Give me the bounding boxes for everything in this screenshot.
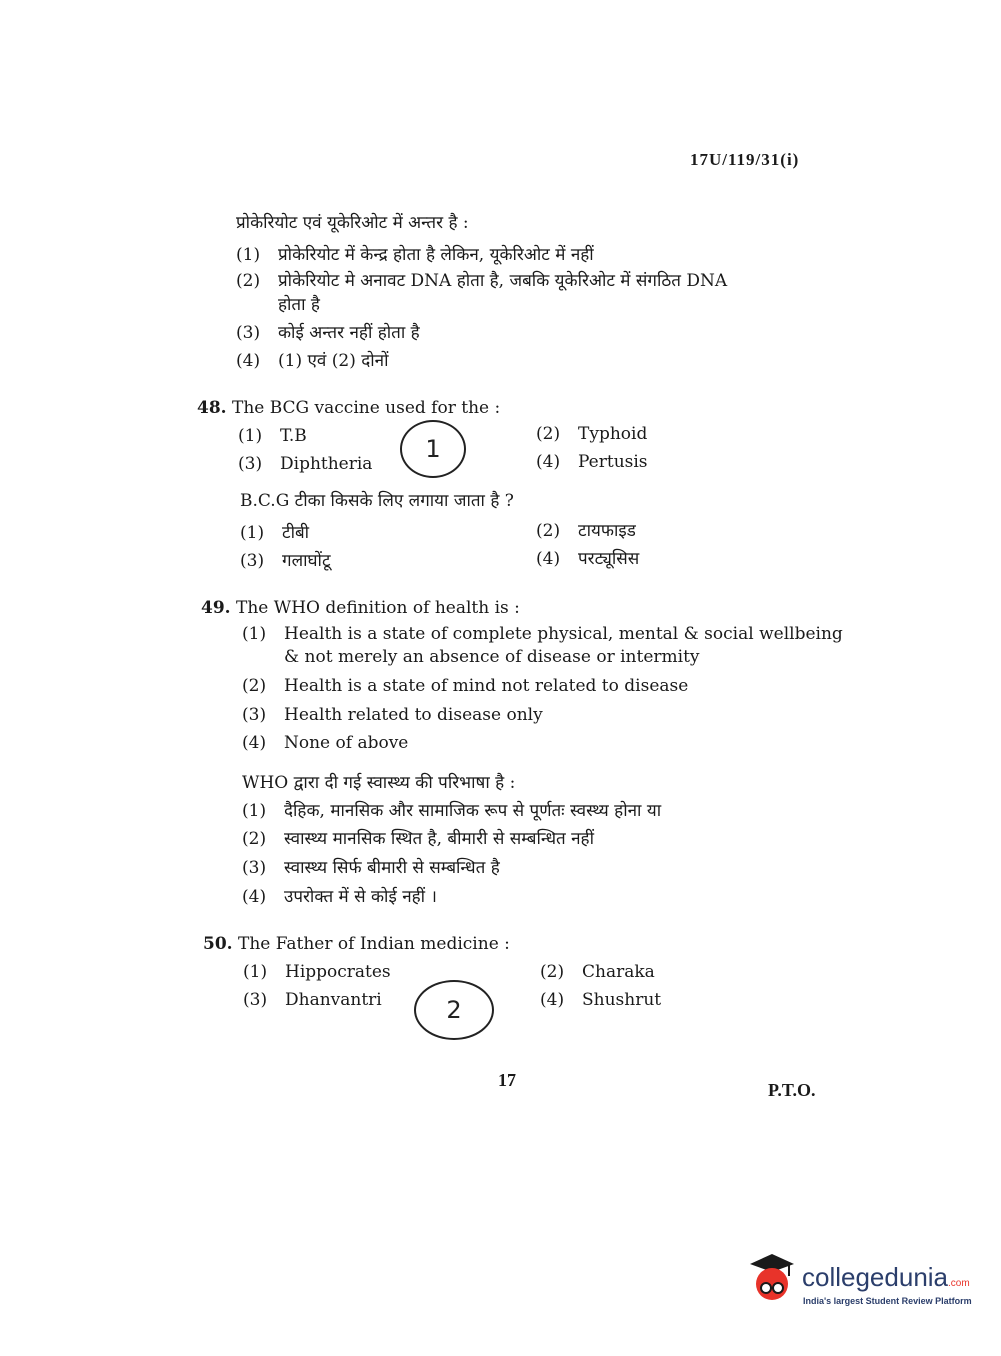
- q48-option-4: [536, 452, 648, 472]
- question-number: 50.: [203, 934, 233, 954]
- q47-hindi-stem: प्रोकेरियोट एवं यूकेरिओट में अन्तर है :: [236, 213, 469, 233]
- option-text: None of above: [284, 733, 409, 753]
- q49-question: [201, 598, 520, 618]
- option-number: (1): [242, 624, 267, 644]
- option-text: टीबी: [282, 523, 310, 543]
- option-number: (3): [242, 705, 267, 725]
- q47-hindi-option-4: [236, 348, 389, 371]
- q49-option-4: [242, 733, 408, 753]
- option-number: (1): [236, 245, 261, 265]
- q47-hindi-option-3: [236, 320, 420, 343]
- option-number: (2): [242, 829, 267, 849]
- option-text: Health is a state of complete physical, mental & social wellbeing: [284, 624, 843, 644]
- option-text: Dhanvantri: [285, 990, 382, 1010]
- option-text: प्रोकेरियोट में केन्द्र होता है लेकिन, यूकेरिओट में नहीं: [278, 245, 594, 265]
- option-text: कोई अन्तर नहीं होता है: [278, 323, 420, 343]
- option-number: (2): [536, 521, 561, 541]
- q50-option-2: [540, 962, 655, 982]
- option-number: (3): [242, 858, 267, 878]
- q50-option-4: [540, 990, 661, 1010]
- question-stem: The WHO definition of health is :: [235, 598, 520, 618]
- handwritten-answer-circle: 2: [414, 980, 494, 1040]
- option-number: (2): [540, 962, 565, 982]
- option-number: (4): [242, 733, 267, 753]
- option-number: (3): [240, 551, 265, 571]
- page-number: 17: [498, 1070, 516, 1090]
- option-text: प्रोकेरियोट मे अनावट DNA होता है, जबकि यूकेरिओट में संगठित DNA: [278, 271, 728, 291]
- question-stem: The Father of Indian medicine :: [237, 934, 510, 954]
- option-text: Diphtheria: [280, 454, 373, 474]
- q48-hindi-option-4: [536, 546, 639, 569]
- option-number: (3): [236, 323, 261, 343]
- paper-code: 17U/119/31(i): [690, 150, 800, 169]
- option-text: Charaka: [582, 962, 655, 982]
- option-text: टायफाइड: [578, 521, 636, 541]
- option-text: T.B: [280, 426, 307, 446]
- option-text: Health related to disease only: [284, 705, 543, 725]
- q50-option-3: [243, 990, 382, 1010]
- option-number: (4): [540, 990, 565, 1010]
- q49-option-2: [242, 676, 688, 696]
- q48-option-3: [238, 454, 372, 474]
- q50-option-1: [243, 962, 391, 982]
- option-text: Shushrut: [582, 990, 662, 1010]
- option-text: Hippocrates: [285, 962, 391, 982]
- q49-hindi-option-2: [242, 826, 594, 849]
- option-number: (2): [242, 676, 267, 696]
- q49-hindi-option-4: [242, 884, 437, 907]
- logo-name: collegedunia: [802, 1262, 949, 1292]
- option-number: (2): [536, 424, 561, 444]
- q48-hindi-stem: B.C.G टीका किसके लिए लगाया जाता है ?: [240, 491, 514, 511]
- q49-option-1: [242, 624, 843, 644]
- question-stem: The BCG vaccine used for the :: [231, 398, 501, 418]
- pto-label: P.T.O.: [768, 1080, 816, 1100]
- q48-hindi-option-3: [240, 548, 331, 571]
- q47-hindi-option-2-cont: होता है: [278, 295, 320, 315]
- q48-hindi-option-2: [536, 518, 636, 541]
- option-text: (1) एवं (2) दोनों: [278, 351, 389, 371]
- option-number: (4): [236, 351, 261, 371]
- option-text: उपरोक्त में से कोई नहीं ।: [284, 887, 437, 907]
- q47-hindi-option-1: [236, 242, 594, 265]
- option-text: स्वास्थ्य सिर्फ बीमारी से सम्बन्धित है: [284, 858, 500, 878]
- option-text: गलाघोंटू: [282, 551, 331, 571]
- option-number: (1): [238, 426, 263, 446]
- question-number: 48.: [197, 398, 227, 418]
- q49-hindi-stem: WHO द्वारा दी गई स्वास्थ्य की परिभाषा है :: [242, 773, 516, 793]
- option-number: (4): [242, 887, 267, 907]
- q50-question: [203, 934, 510, 954]
- option-number: (1): [240, 523, 265, 543]
- collegedunia-logo-icon: [742, 1250, 798, 1306]
- logo-tagline: India's largest Student Review Platform: [803, 1296, 972, 1306]
- q49-option-1-cont: & not merely an absence of disease or intermity: [284, 647, 700, 667]
- option-text: स्वास्थ्य मानसिक स्थित है, बीमारी से सम्बन्धित नहीं: [284, 829, 594, 849]
- option-number: (4): [536, 452, 561, 472]
- option-text: दैहिक, मानसिक और सामाजिक रूप से पूर्णतः स्वस्थ्य होना या: [284, 801, 662, 821]
- q49-hindi-option-1: [242, 798, 661, 821]
- question-number: 49.: [201, 598, 231, 618]
- option-number: (2): [236, 271, 261, 291]
- option-text: परट्यूसिस: [578, 549, 640, 569]
- q48-hindi-option-1: [240, 520, 309, 543]
- q48-question: [197, 398, 500, 418]
- q47-hindi-option-2: [236, 268, 727, 291]
- option-text: Pertusis: [578, 452, 648, 472]
- option-number: (3): [243, 990, 268, 1010]
- logo-wordmark: [802, 1262, 970, 1293]
- option-text: Health is a state of mind not related to disease: [284, 676, 689, 696]
- option-number: (1): [242, 801, 267, 821]
- q48-option-2: [536, 424, 647, 444]
- option-number: (4): [536, 549, 561, 569]
- option-number: (3): [238, 454, 263, 474]
- logo-suffix: .com: [948, 1278, 970, 1289]
- option-number: (1): [243, 962, 268, 982]
- q48-option-1: [238, 426, 307, 446]
- q49-hindi-option-3: [242, 855, 500, 878]
- option-text: Typhoid: [578, 424, 648, 444]
- handwritten-answer-circle: 1: [400, 420, 466, 478]
- q49-option-3: [242, 705, 543, 725]
